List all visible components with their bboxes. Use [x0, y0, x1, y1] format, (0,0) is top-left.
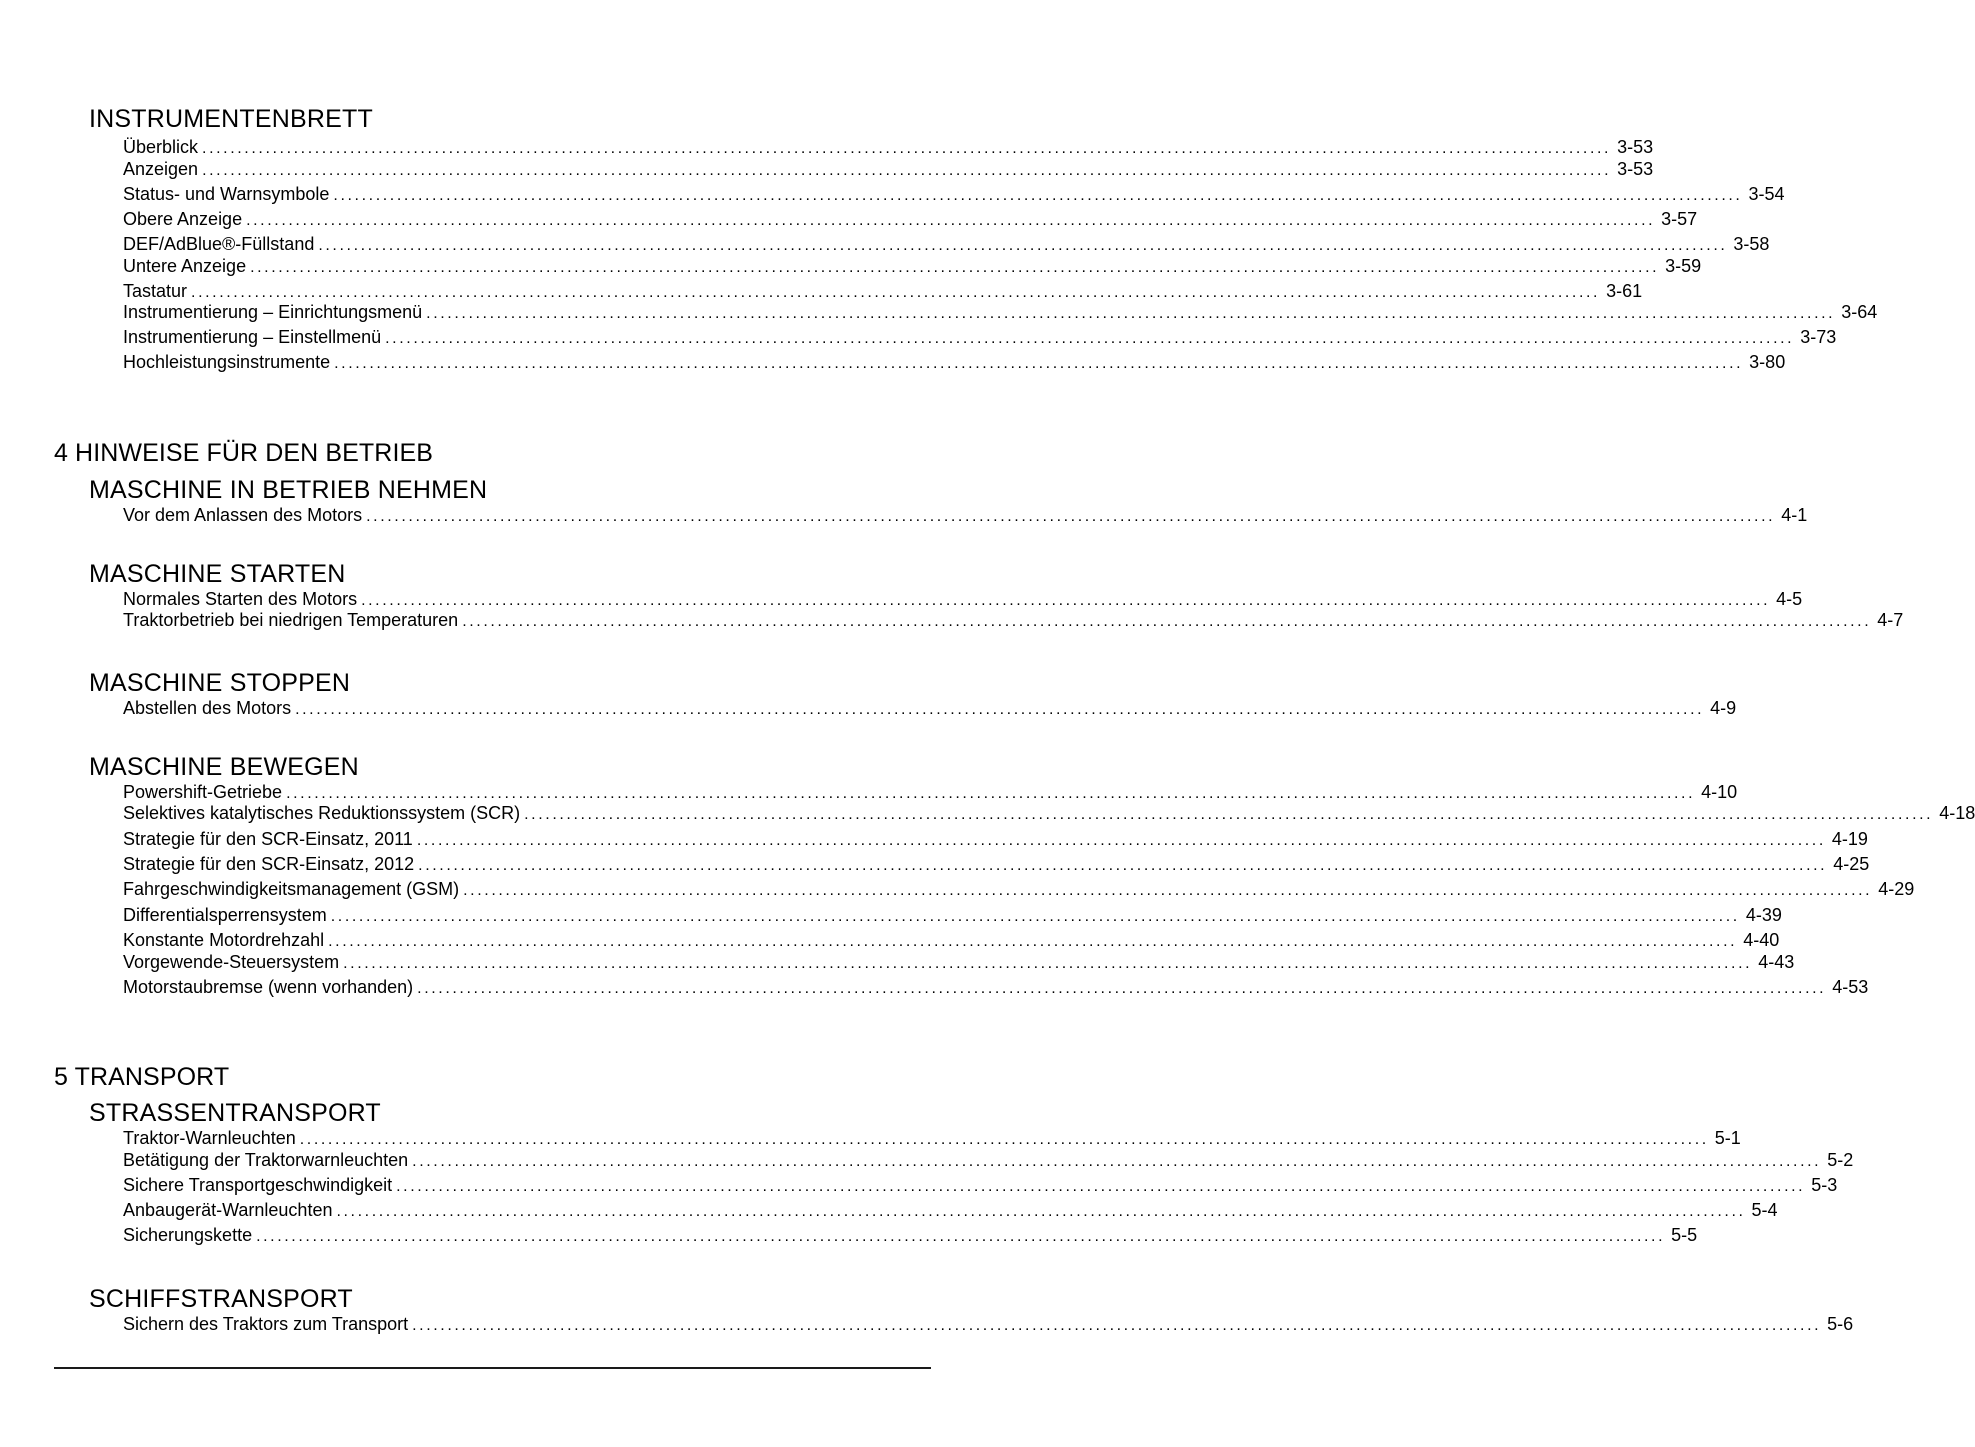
- toc-entry-page: 4-1: [1781, 505, 1808, 525]
- leader-dots: ........................................................................................................................................................................................................: [330, 908, 1740, 925]
- toc-entry[interactable]: [123, 609, 1904, 631]
- toc-entry-label: Powershift-Getriebe: [123, 782, 283, 802]
- toc-entry-page: 3-80: [1749, 352, 1786, 372]
- toc-entry[interactable]: [123, 158, 1654, 180]
- leader-dots: ........................................................................................................................................................................................................: [250, 259, 1660, 276]
- toc-entry[interactable]: [123, 802, 1975, 824]
- toc-entry[interactable]: [123, 136, 1654, 158]
- toc-entry-page: 4-39: [1745, 905, 1782, 925]
- toc-entry[interactable]: [123, 351, 1786, 373]
- toc-entry-page: 5-1: [1714, 1128, 1741, 1148]
- leader-dots: ........................................................................................................................................................................................................: [286, 785, 1696, 802]
- toc-entry-page: 4-43: [1758, 952, 1795, 972]
- toc-entry[interactable]: [123, 326, 1837, 348]
- leader-dots: ........................................................................................................................................................................................................: [336, 1203, 1746, 1220]
- toc-entry-label: Anbaugerät-Warnleuchten: [123, 1200, 333, 1220]
- toc-entry[interactable]: [123, 1149, 1854, 1171]
- toc-entry[interactable]: [123, 951, 1795, 973]
- leader-dots: ........................................................................................................................................................................................................: [412, 1153, 1822, 1170]
- toc-entry-label: Traktor-Warnleuchten: [123, 1128, 296, 1148]
- toc-entry-label: Anzeigen: [123, 159, 199, 179]
- toc-entry[interactable]: [123, 929, 1780, 951]
- toc-entry-label: Normales Starten des Motors: [123, 589, 358, 609]
- toc-entry[interactable]: [123, 853, 1870, 875]
- leader-dots: ........................................................................................................................................................................................................: [524, 806, 1934, 823]
- leader-dots: ........................................................................................................................................................................................................: [418, 857, 1828, 874]
- toc-entry-page: 4-40: [1743, 930, 1780, 950]
- leader-dots: ........................................................................................................................................................................................................: [417, 980, 1827, 997]
- leader-dots: ........................................................................................................................................................................................................: [416, 832, 1826, 849]
- toc-entry-page: 3-58: [1733, 234, 1770, 254]
- toc-entry-label: Vorgewende-Steuersystem: [123, 952, 340, 972]
- toc-entry-label: Instrumentierung – Einstellmenü: [123, 327, 382, 347]
- leader-dots: ........................................................................................................................................................................................................: [366, 508, 1776, 525]
- toc-entry-page: 3-53: [1617, 137, 1654, 157]
- toc-entry[interactable]: [123, 781, 1738, 803]
- toc-entry-label: Fahrgeschwindigkeitsmanagement (GSM): [123, 879, 460, 899]
- toc-entry[interactable]: [123, 183, 1785, 205]
- leader-dots: ........................................................................................................................................................................................................: [426, 305, 1836, 322]
- leader-dots: ........................................................................................................................................................................................................: [328, 933, 1738, 950]
- toc-entry-page: 3-53: [1617, 159, 1654, 179]
- toc-entry-label: Sichere Transportgeschwindigkeit: [123, 1175, 393, 1195]
- toc-entry-label: Motorstaubremse (wenn vorhanden): [123, 977, 414, 997]
- section-title: SCHIFFSTRANSPORT: [89, 1285, 353, 1313]
- toc-entry-label: Differentialsperrensystem: [123, 905, 327, 925]
- toc-entry[interactable]: [123, 255, 1702, 277]
- leader-dots: ........................................................................................................................................................................................................: [396, 1178, 1806, 1195]
- toc-entry-page: 3-57: [1661, 209, 1698, 229]
- toc-entry[interactable]: [123, 828, 1868, 850]
- toc-entry-label: Instrumentierung – Einrichtungsmenü: [123, 302, 423, 322]
- section-title: STRASSENTRANSPORT: [89, 1099, 381, 1127]
- toc-entry-label: Selektives katalytisches Reduktionssystem (SCR): [123, 803, 521, 823]
- toc-entry[interactable]: [123, 280, 1643, 302]
- toc-entry-label: Überblick: [123, 137, 199, 157]
- toc-entry-label: Untere Anzeige: [123, 256, 247, 276]
- toc-entry-label: Obere Anzeige: [123, 209, 243, 229]
- leader-dots: ........................................................................................................................................................................................................: [246, 212, 1656, 229]
- toc-entry-label: DEF/AdBlue®-Füllstand: [123, 234, 315, 254]
- toc-entry-page: 5-6: [1827, 1314, 1854, 1334]
- toc-entry-page: 3-73: [1800, 327, 1837, 347]
- toc-entry-label: Tastatur: [123, 281, 188, 301]
- toc-entry-label: Strategie für den SCR-Einsatz, 2011: [123, 829, 413, 849]
- toc-entry-page: 4-7: [1877, 610, 1904, 630]
- leader-dots: ........................................................................................................................................................................................................: [334, 355, 1744, 372]
- toc-entry-label: Sicherungskette: [123, 1225, 253, 1245]
- toc-entry[interactable]: [123, 1199, 1778, 1221]
- leader-dots: ........................................................................................................................................................................................................: [333, 187, 1743, 204]
- toc-entry[interactable]: [123, 878, 1915, 900]
- toc-entry[interactable]: [123, 233, 1770, 255]
- toc-entry-label: Hochleistungsinstrumente: [123, 352, 331, 372]
- toc-entry-label: Vor dem Anlassen des Motors: [123, 505, 363, 525]
- section-title: MASCHINE IN BETRIEB NEHMEN: [89, 476, 488, 504]
- footer-divider: [54, 1367, 931, 1369]
- section-title: INSTRUMENTENBRETT: [89, 105, 373, 133]
- toc-entry[interactable]: [123, 1313, 1854, 1335]
- toc-entry-page: 3-64: [1841, 302, 1878, 322]
- leader-dots: ........................................................................................................................................................................................................: [463, 882, 1873, 899]
- toc-entry-page: 4-5: [1776, 589, 1803, 609]
- toc-entry-label: Abstellen des Motors: [123, 698, 292, 718]
- toc-entry-page: 4-18: [1939, 803, 1975, 823]
- chapter-title: 5 TRANSPORT: [54, 1063, 230, 1091]
- toc-entry[interactable]: [123, 301, 1878, 323]
- leader-dots: ........................................................................................................................................................................................................: [318, 237, 1728, 254]
- leader-dots: ........................................................................................................................................................................................................: [191, 284, 1601, 301]
- toc-entry[interactable]: [123, 208, 1698, 230]
- toc-entry-label: Traktorbetrieb bei niedrigen Temperaturen: [123, 610, 459, 630]
- leader-dots: ........................................................................................................................................................................................................: [256, 1228, 1666, 1245]
- chapter-title: 4 HINWEISE FÜR DEN BETRIEB: [54, 439, 434, 467]
- toc-entry[interactable]: [123, 1224, 1698, 1246]
- section-title: MASCHINE STARTEN: [89, 560, 346, 588]
- toc-entry-page: 4-9: [1710, 698, 1737, 718]
- toc-entry-label: Konstante Motordrehzahl: [123, 930, 325, 950]
- toc-entry-page: 5-3: [1811, 1175, 1838, 1195]
- toc-entry-label: Status- und Warnsymbole: [123, 184, 330, 204]
- toc-entry[interactable]: [123, 976, 1869, 998]
- toc-entry-page: 4-25: [1833, 854, 1870, 874]
- toc-entry-page: 3-61: [1606, 281, 1643, 301]
- toc-entry-page: 5-5: [1671, 1225, 1698, 1245]
- toc-entry-page: 4-19: [1831, 829, 1868, 849]
- section-title: MASCHINE STOPPEN: [89, 669, 351, 697]
- leader-dots: ........................................................................................................................................................................................................: [412, 1317, 1822, 1334]
- leader-dots: ........................................................................................................................................................................................................: [295, 701, 1705, 718]
- toc-entry-page: 4-53: [1832, 977, 1869, 997]
- toc-entry-label: Betätigung der Traktorwarnleuchten: [123, 1150, 409, 1170]
- leader-dots: ........................................................................................................................................................................................................: [361, 592, 1771, 609]
- toc-entry-page: 4-29: [1878, 879, 1915, 899]
- leader-dots: ........................................................................................................................................................................................................: [385, 330, 1795, 347]
- toc-entry[interactable]: [123, 697, 1737, 719]
- toc-entry-page: 3-54: [1748, 184, 1785, 204]
- leader-dots: ........................................................................................................................................................................................................: [299, 1131, 1709, 1148]
- toc-entry-page: 3-59: [1665, 256, 1702, 276]
- toc-entry[interactable]: [123, 1127, 1741, 1149]
- toc-entry-page: 5-4: [1751, 1200, 1778, 1220]
- section-title: MASCHINE BEWEGEN: [89, 753, 359, 781]
- leader-dots: ........................................................................................................................................................................................................: [343, 955, 1753, 972]
- toc-entry-label: Sichern des Traktors zum Transport: [123, 1314, 409, 1334]
- toc-entry[interactable]: [123, 504, 1808, 526]
- leader-dots: ........................................................................................................................................................................................................: [202, 162, 1612, 179]
- toc-entry[interactable]: [123, 904, 1782, 926]
- toc-entry-page: 5-2: [1827, 1150, 1854, 1170]
- leader-dots: ........................................................................................................................................................................................................: [462, 613, 1872, 630]
- leader-dots: ........................................................................................................................................................................................................: [202, 140, 1612, 157]
- toc-entry-label: Strategie für den SCR-Einsatz, 2012: [123, 854, 415, 874]
- toc-entry-page: 4-10: [1701, 782, 1738, 802]
- toc-entry[interactable]: [123, 588, 1803, 610]
- toc-entry[interactable]: [123, 1174, 1838, 1196]
